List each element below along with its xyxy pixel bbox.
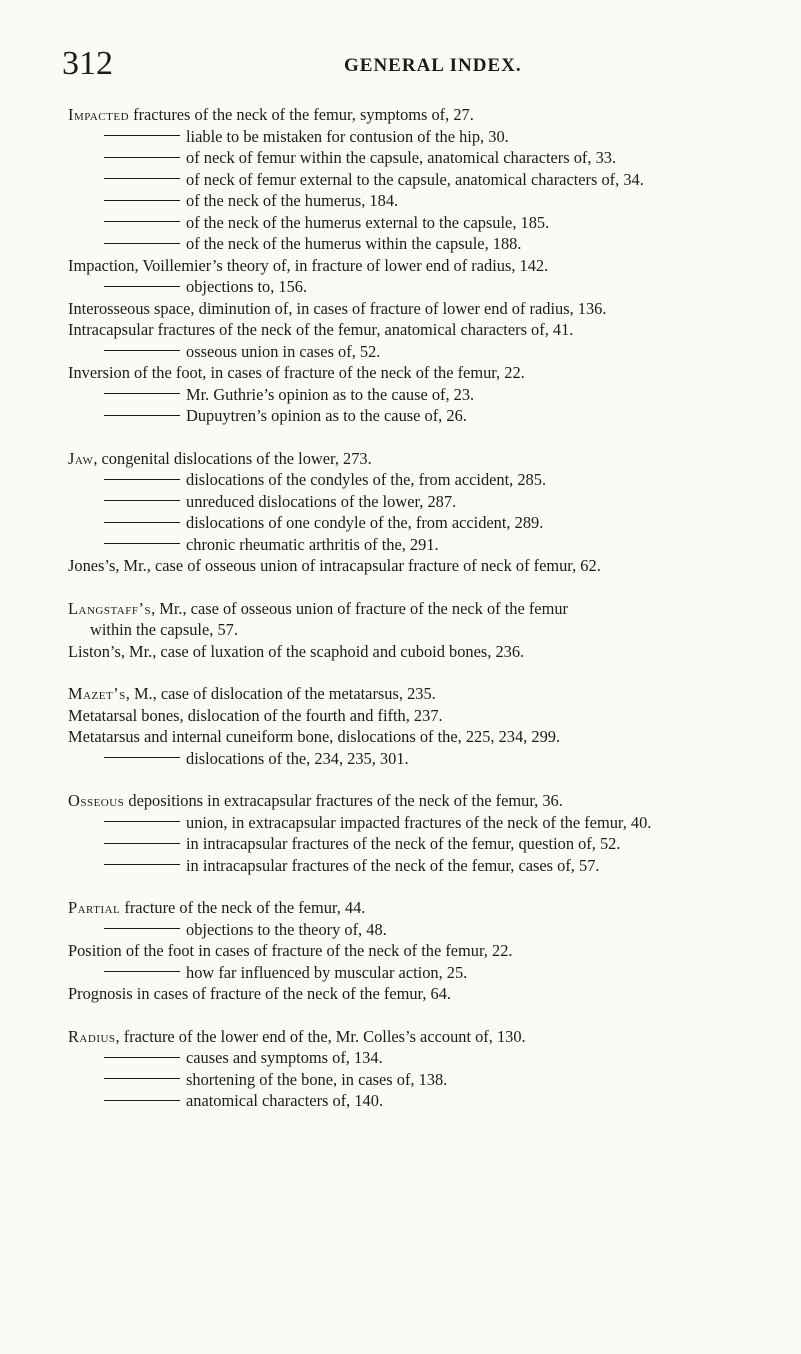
index-subentry [68, 855, 784, 877]
ditto-dash [104, 543, 180, 544]
index-entry [68, 298, 784, 320]
entry-text: anatomical characters of, 140. [186, 1091, 384, 1110]
section-gap [68, 876, 784, 897]
index-subentry [68, 276, 784, 298]
entry-text: , M., case of dislocation of the metatarsus, 235. [125, 684, 436, 703]
entry-text: Interosseous space, diminution of, in cases of fracture of lower end of radius, 136. [68, 298, 607, 318]
index-subentry [68, 833, 784, 855]
entry-text: Metatarsus and internal cuneiform bone, dislocations of the, 225, 234, 299. [68, 727, 561, 746]
index-subentry [68, 1090, 784, 1112]
ditto-dash [104, 178, 180, 179]
index-entry [68, 641, 784, 663]
index-entry [68, 683, 784, 705]
index-subentry [68, 1069, 784, 1091]
section-gap [68, 662, 784, 683]
entry-text: depositions in extracapsular fractures of the neck of the femur, 36. [124, 791, 563, 810]
index-subentry [68, 341, 784, 363]
entry-text: objections to, 156. [186, 277, 308, 296]
entry-text: union, in extracapsular impacted fractures of the neck of the femur, 40. [186, 812, 652, 832]
page-number: 312 [62, 45, 113, 82]
entry-text: Prognosis in cases of fracture of the neck of the femur, 64. [68, 984, 452, 1003]
running-title: GENERAL INDEX. [344, 55, 522, 76]
ditto-dash [104, 479, 180, 480]
ditto-dash [104, 1078, 180, 1079]
index-entry [68, 983, 784, 1005]
ditto-dash [104, 415, 180, 416]
index-subentry [68, 169, 784, 191]
entry-text: Liston’s, Mr., case of luxation of the scaphoid and cuboid bones, 236. [68, 641, 525, 661]
entry-text: in intracapsular fractures of the neck of the femur, cases of, 57. [186, 855, 600, 875]
entry-text: , Mr., case of osseous union of fracture of the neck of the femur [151, 598, 568, 618]
index-entry [68, 255, 784, 277]
index-entry [68, 448, 784, 470]
index-subentry [68, 405, 784, 427]
index-entry [68, 726, 784, 748]
entry-text: of the neck of the humerus within the capsule, 188. [186, 234, 522, 253]
ditto-dash [104, 971, 180, 972]
entry-text: osseous union in cases of, 52. [186, 341, 381, 361]
ditto-dash [104, 821, 180, 822]
index-entry [68, 362, 784, 384]
entry-lead-word: Partial [68, 898, 121, 917]
index-entry [68, 319, 784, 341]
entry-text: fractures of the neck of the femur, symptoms of, 27. [129, 105, 474, 124]
entry-text: Impaction, Voillemier’s theory of, in fracture of lower end of radius, 142. [68, 255, 549, 275]
ditto-dash [104, 286, 180, 287]
entry-text: unreduced dislocations of the lower, 287. [186, 491, 457, 511]
entry-text: objections to the theory of, 48. [186, 919, 387, 939]
index-entry [68, 598, 784, 620]
index-entry [68, 104, 784, 126]
entry-text: Inversion of the foot, in cases of fracture of the neck of the femur, 22. [68, 363, 525, 382]
section-gap [68, 577, 784, 598]
index-subentry [68, 512, 784, 534]
entry-lead-word: Impacted [68, 105, 130, 124]
entry-text: , congenital dislocations of the lower, 273. [93, 448, 372, 468]
entry-text: dislocations of the condyles of the, from accident, 285. [186, 470, 547, 489]
entry-text: chronic rheumatic arthritis of the, 291. [186, 534, 439, 554]
ditto-dash [104, 500, 180, 501]
section-gap [68, 769, 784, 790]
index-entry [68, 897, 784, 919]
index-subentry [68, 469, 784, 491]
index-subentry [68, 147, 784, 169]
entry-text: of the neck of the humerus external to the capsule, 185. [186, 212, 550, 232]
ditto-dash [104, 843, 180, 844]
index-subentry [68, 962, 784, 984]
entry-lead-word: Radius [68, 1026, 116, 1046]
ditto-dash [104, 135, 180, 136]
entry-text: Dupuytren’s opinion as to the cause of, 26. [186, 406, 467, 425]
section-gap [68, 427, 784, 448]
ditto-dash [104, 157, 180, 158]
index-entry [68, 1026, 784, 1048]
ditto-dash [104, 522, 180, 523]
index-subentry [68, 534, 784, 556]
index-subentry [68, 212, 784, 234]
ditto-dash [104, 864, 180, 865]
entry-text: dislocations of one condyle of the, from accident, 289. [186, 513, 544, 532]
index-entries [68, 104, 784, 1112]
entry-text: , fracture of the lower end of the, Mr. Colles’s account of, 130. [115, 1026, 526, 1046]
ditto-dash [104, 1057, 180, 1058]
ditto-dash [104, 1100, 180, 1101]
section-gap [68, 1005, 784, 1026]
entry-text: causes and symptoms of, 134. [186, 1048, 383, 1067]
entry-lead-word: Jaw [68, 448, 94, 468]
index-subentry [68, 812, 784, 834]
entry-lead-word: Mazet’s [68, 684, 126, 703]
entry-text: Mr. Guthrie’s opinion as to the cause of, 23. [186, 384, 475, 404]
entry-text: Jones’s, Mr., case of osseous union of intracapsular fracture of neck of femur, 62. [68, 556, 601, 575]
ditto-dash [104, 243, 180, 244]
entry-text: of neck of femur within the capsule, anatomical characters of, 33. [186, 148, 617, 167]
index-subentry [68, 384, 784, 406]
ditto-dash [104, 393, 180, 394]
index-subentry [68, 491, 784, 513]
index-subentry [68, 233, 784, 255]
entry-text: in intracapsular fractures of the neck of the femur, question of, 52. [186, 834, 621, 853]
entry-text: Metatarsal bones, dislocation of the fourth and fifth, 237. [68, 705, 443, 725]
index-subentry [68, 748, 784, 770]
page-header [62, 44, 762, 84]
ditto-dash [104, 757, 180, 758]
entry-text: liable to be mistaken for contusion of the hip, 30. [186, 126, 509, 146]
entry-text: fracture of the neck of the femur, 44. [120, 898, 366, 917]
entry-text: Intracapsular fractures of the neck of the femur, anatomical characters of, 41. [68, 320, 574, 339]
index-subentry [68, 919, 784, 941]
index-entry [68, 790, 784, 812]
ditto-dash [104, 928, 180, 929]
ditto-dash [104, 221, 180, 222]
index-entry [68, 555, 784, 577]
index-subentry [68, 126, 784, 148]
entry-text: dislocations of the, 234, 235, 301. [186, 748, 409, 768]
entry-text: within the capsule, 57. [90, 620, 238, 639]
entry-lead-word: Osseous [68, 791, 125, 810]
entry-text: how far influenced by muscular action, 25. [186, 962, 468, 982]
entry-lead-word: Langstaff’s [68, 598, 152, 618]
index-entry [68, 705, 784, 727]
entry-text: of neck of femur external to the capsule, anatomical characters of, 34. [186, 169, 644, 189]
index-subentry [68, 190, 784, 212]
entry-text: Position of the foot in cases of fracture of the neck of the femur, 22. [68, 941, 513, 960]
entry-text: shortening of the bone, in cases of, 138. [186, 1069, 448, 1089]
index-continuation [68, 619, 784, 641]
index-subentry [68, 1047, 784, 1069]
entry-text: of the neck of the humerus, 184. [186, 191, 399, 210]
ditto-dash [104, 200, 180, 201]
ditto-dash [104, 350, 180, 351]
index-entry [68, 940, 784, 962]
